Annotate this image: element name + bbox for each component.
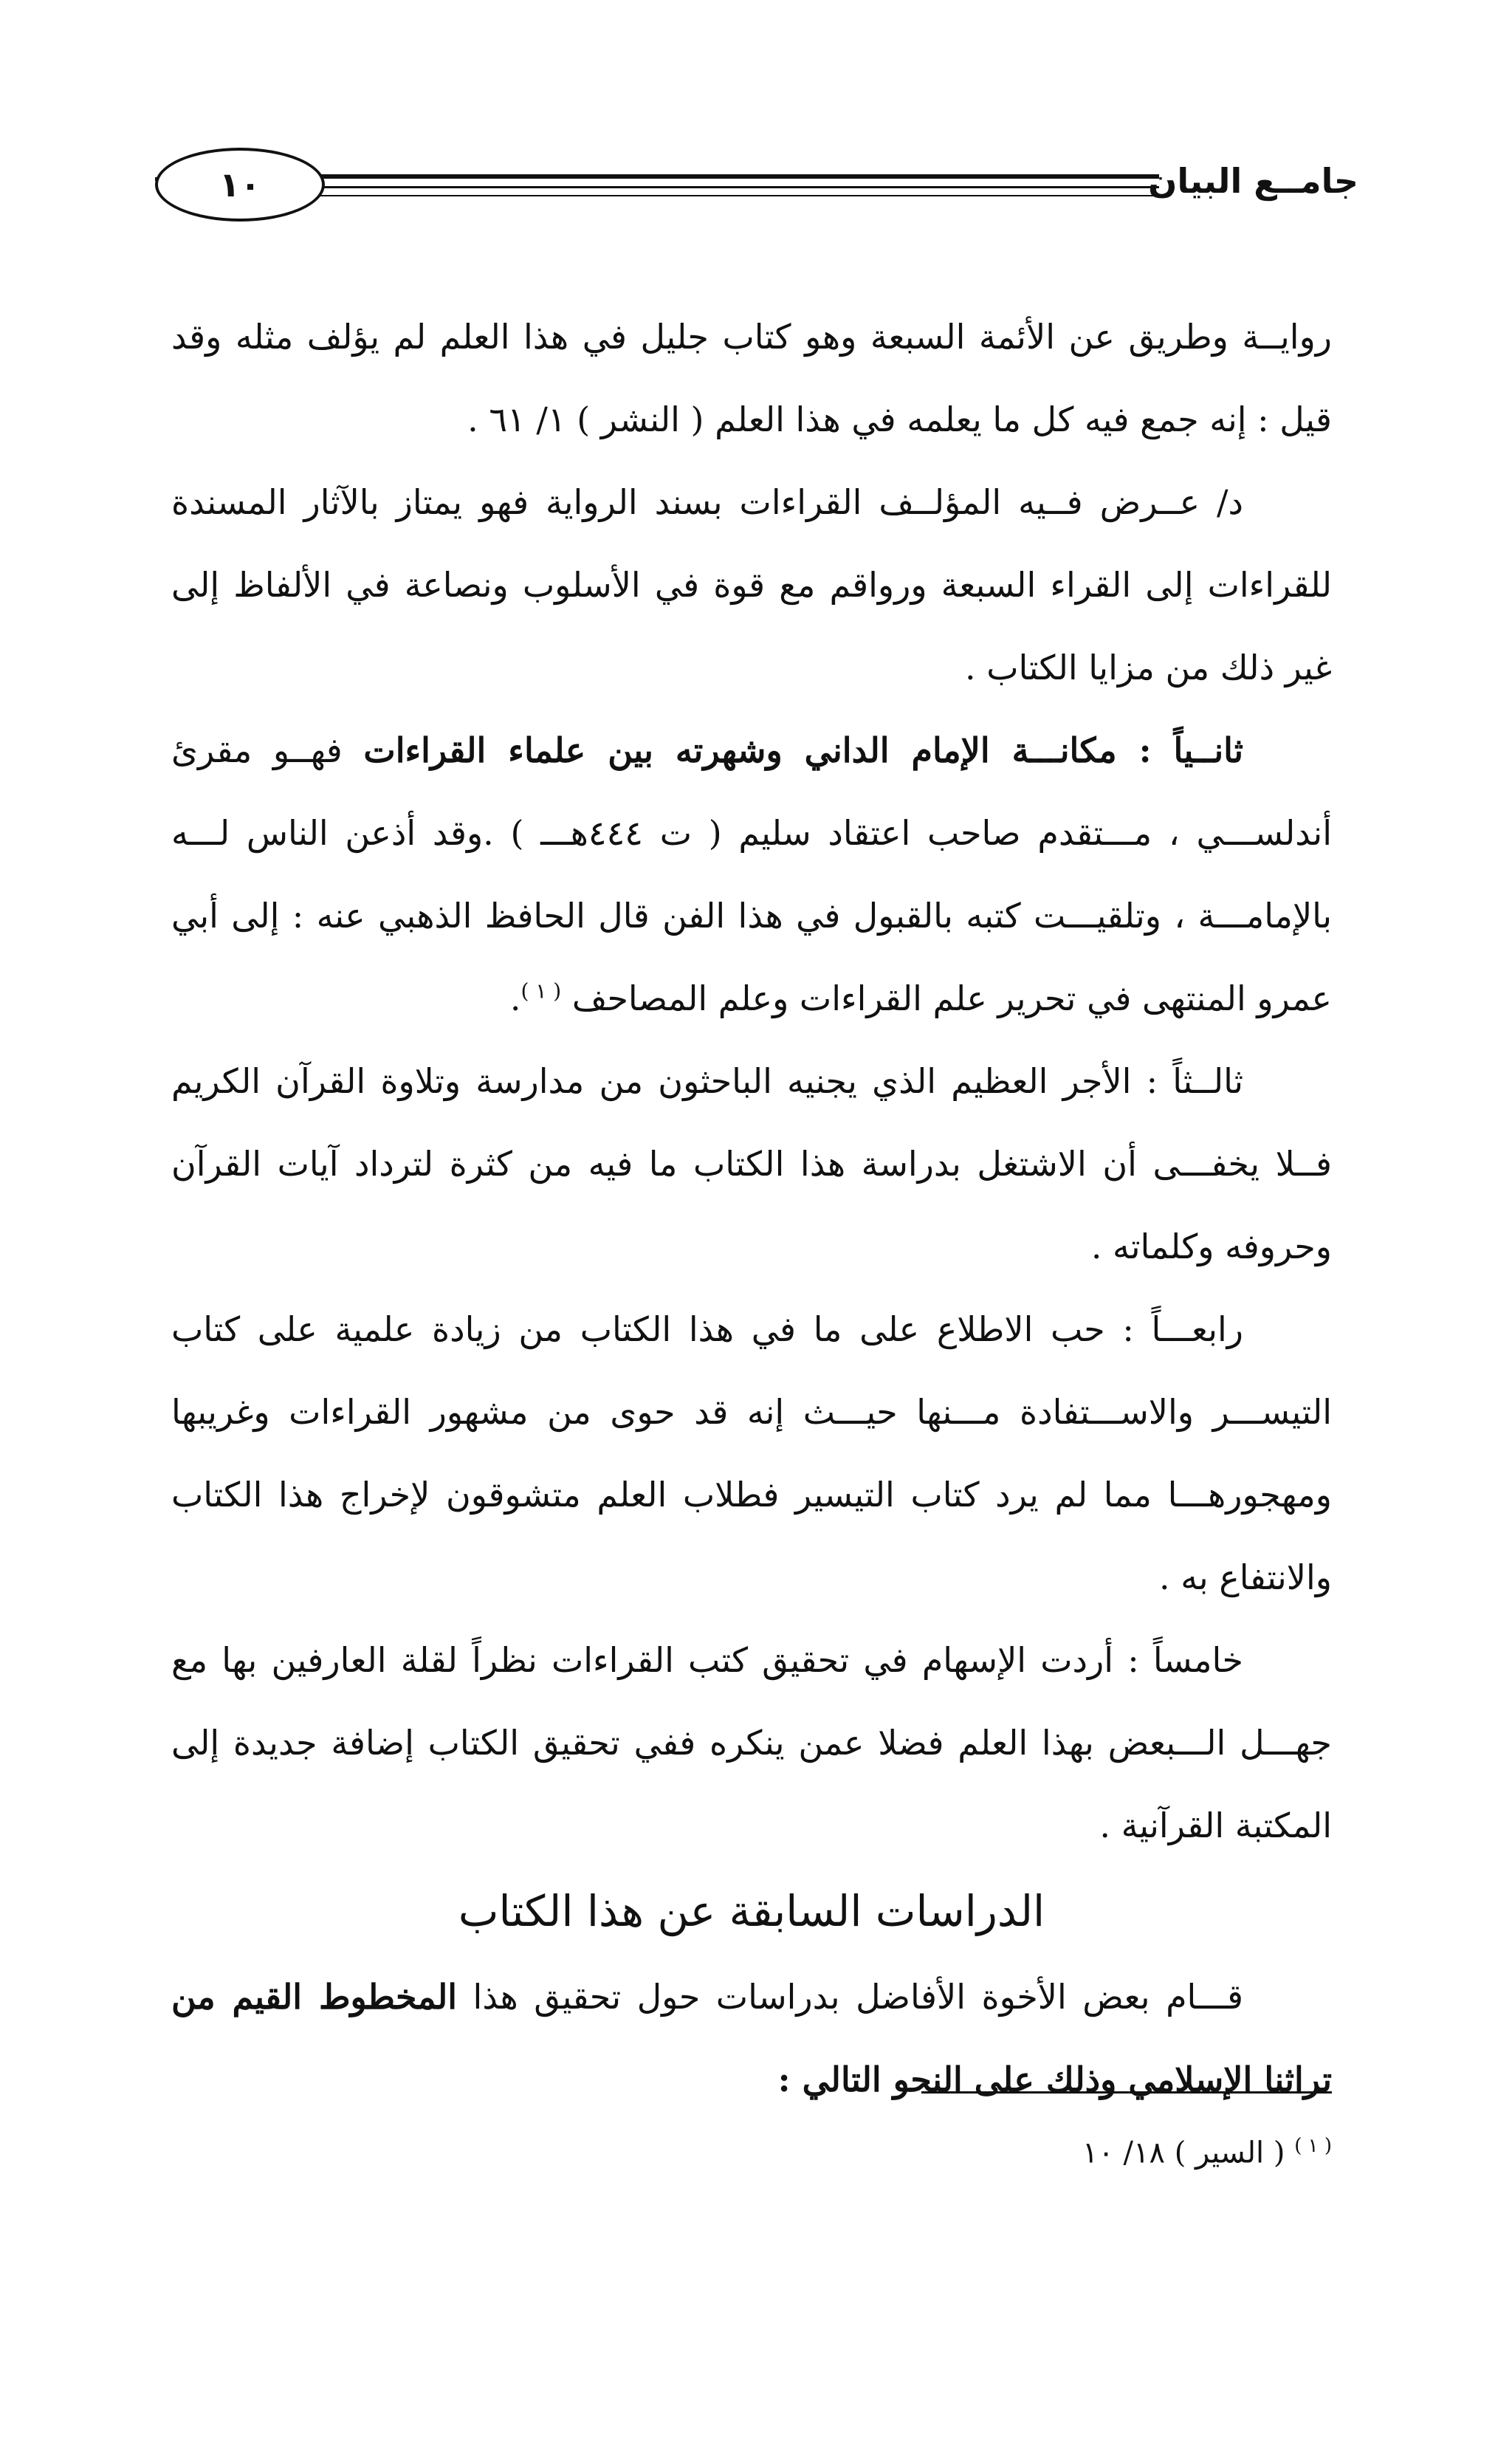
page-header	[155, 148, 1358, 229]
footnote-reference[interactable]: ( ١ )	[520, 978, 562, 1004]
section-heading: الدراسات السابقة عن هذا الكتاب	[458, 1886, 1045, 1936]
paragraph-5	[171, 1288, 1332, 1619]
page-number: ١٠	[219, 165, 261, 205]
paragraph-6	[171, 1619, 1332, 1867]
book-title: جامــع البيان	[1148, 161, 1358, 201]
paragraph-lead: ثانــياً : مكانـــة الإمام الداني وشهرته بين علماء القراءات	[363, 730, 1244, 770]
paragraph-text: رابعـــاً : حب الاطلاع على ما في هذا الكتاب من زيادة علمية على كتاب التيســـر والاســـتفادة مـــنها حيـــث إنه قد حوى من مشهور القراءات وغريبها ومهجورهـــا مما لم يرد كتاب التيسير فطلاب العلم متشوقون لإخراج هذا الكتاب والانتفاع به .	[171, 1309, 1332, 1597]
section-intro	[171, 1955, 1332, 2121]
footnote	[667, 2124, 1332, 2175]
header-rule	[303, 174, 1159, 179]
header-rule	[303, 186, 1159, 188]
header-rule	[303, 195, 1159, 196]
footnote-rule	[921, 2091, 1332, 2094]
paragraph-1	[171, 295, 1332, 461]
footnote-text: ( السير ) ١٨/ ١٠	[1082, 2136, 1285, 2170]
paragraph-text: روايــة وطريق عن الأئمة السبعة وهو كتاب جليل في هذا العلم لم يؤلف مثله وقد قيل : إنه جمع فيه كل ما يعلمه في هذا العلم ( النشر ) ١/ ٦١ .	[171, 317, 1332, 439]
body-text	[171, 295, 1332, 2121]
paragraph-text: خامساً : أردت الإسهام في تحقيق كتب القراءات نظراً لقلة العارفين بها مع جهـــل الـــبعض بهذا العلم فضلا عمن ينكره ففي تحقيق الكتاب إضافة جديدة إلى المكتبة القرآنية .	[171, 1640, 1332, 1845]
footnote-mark: ( ١ )	[1294, 2135, 1332, 2157]
paragraph-text: ثالــثاً : الأجر العظيم الذي يجنيه الباحثون من مدارسة وتلاوة القرآن الكريم فــلا يخفـــى أن الاشتغل بدراسة هذا الكتاب ما فيه من كثرة لترداد آيات القرآن وحروفه وكلماته .	[171, 1061, 1332, 1266]
paragraph-text: فهــو مقرئ أندلســـي ، مـــتقدم صاحب اعتقاد سليم ( ت ٤٤٤هـــ ) .وقد أذعن الناس لـــه بالإمامـــة ، وتلقيـــت كتبه بالقبول في هذا الفن قال الحافظ الذهبي عنه : إلى أبي عمرو المنتهى في تحرير علم القراءات وعلم المصاحف	[171, 730, 1333, 1018]
paragraph-2	[171, 461, 1332, 709]
paragraph-tail: .	[509, 978, 521, 1018]
paragraph-text: د/ عــرض فــيه المؤلــف القراءات بسند الرواية فهو يمتاز بالآثار المسندة للقراءات إلى القراء السبعة ورواقم مع قوة في الأسلوب ونصاعة في الألفاظ إلى غير ذلك من مزايا الكتاب .	[171, 482, 1332, 687]
section-intro-text: قـــام بعض الأخوة الأفاضل بدراسات حول تحقيق هذا	[457, 1977, 1243, 2017]
page-number-oval	[155, 148, 325, 222]
section-intro-bold: المخطوط القيم من تراثنا الإسلامي وذلك على النحو التالي :	[171, 1977, 1332, 2099]
paragraph-3	[171, 709, 1332, 1040]
paragraph-4	[171, 1040, 1332, 1288]
